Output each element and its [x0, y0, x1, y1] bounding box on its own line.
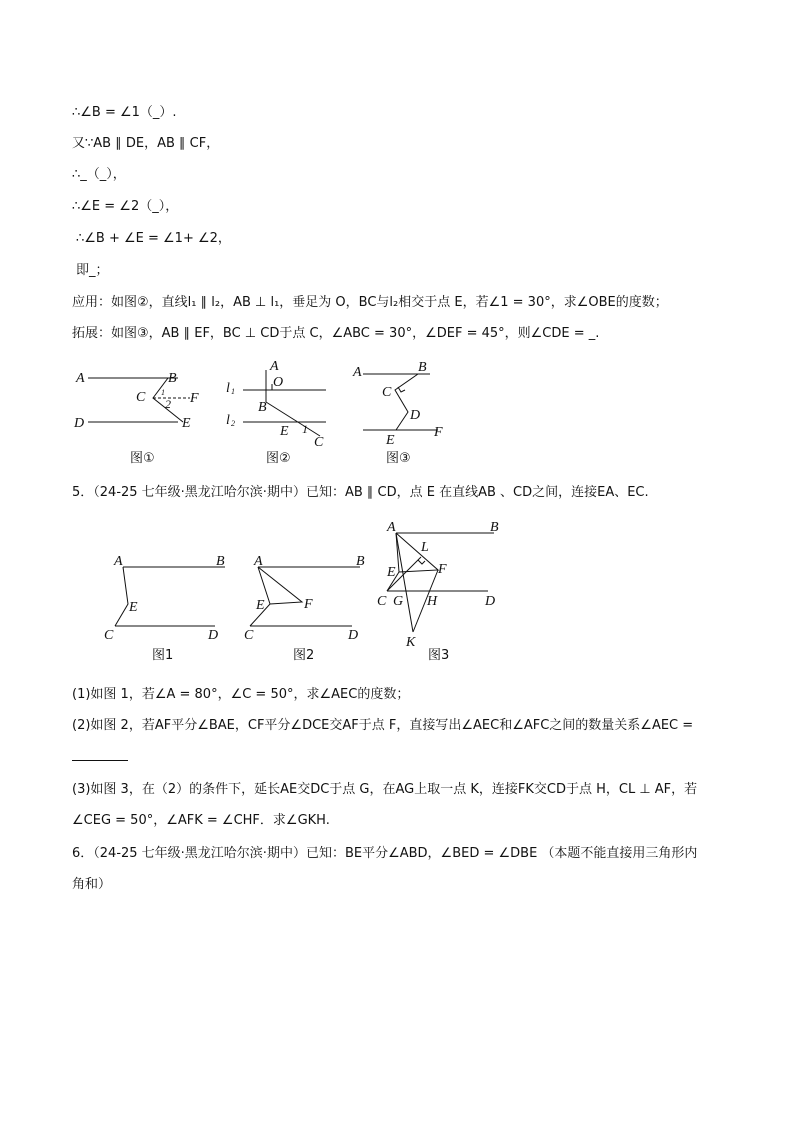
fig2-label: 1: [231, 387, 235, 396]
q5-part2: (2)如图 2，若AF平分∠BAE，CF平分∠DCE交AF于点 F，直接写出∠AEC和∠AFC之间的数量关系∠AEC =: [72, 718, 694, 733]
q5-fig2-label: C: [244, 628, 254, 643]
fig2-label: l: [226, 413, 230, 428]
application-text: 应用：如图②，直线l₁ ∥ l₂，AB ⊥ l₁，垂足为 O，BC与l₂相交于点 E，若∠1 = 30°，求∠OBE的度数；: [72, 295, 668, 310]
fig2-label: B: [258, 400, 267, 415]
q6-line1: 6．（24-25 七年级·黑龙江哈尔滨·期中）已知：BE平分∠ABD，∠BED = ∠DBE （本题不能直接用三角形内: [72, 846, 698, 861]
figure-row-2: [90, 514, 510, 662]
q5-fig3-label: L: [421, 540, 429, 555]
proof-line: 即_；: [76, 263, 109, 278]
fig3-label: E: [386, 433, 395, 448]
fig3-caption: 图③: [386, 451, 411, 466]
fig1-label: C: [136, 390, 146, 405]
q5-fig2-label: A: [254, 554, 263, 569]
q5-part3-line1: (3)如图 3，在（2）的条件下，延长AE交DC于点 G，在AG上取一点 K，连接FK交CD于点 H，CL ⊥ AF，若: [72, 782, 698, 797]
fig1-label: E: [182, 416, 191, 431]
q5-fig2-label: E: [256, 598, 265, 613]
q5-part2-blank: [72, 748, 128, 767]
q5-fig1-label: A: [114, 554, 123, 569]
fig3-label: A: [353, 365, 362, 380]
q5-fig3-label: D: [485, 594, 496, 609]
q5-fig3-label: E: [387, 565, 396, 580]
figure-3-circled: [363, 374, 438, 430]
fig1-label: D: [74, 416, 85, 431]
q5-fig2-label: D: [348, 628, 359, 643]
fig2-label: E: [280, 424, 289, 439]
fig2-label: A: [270, 359, 279, 374]
fig2-caption: 图②: [266, 451, 291, 466]
proof-line: ∴∠B = ∠1（_）.: [72, 105, 177, 120]
q5-fig3-label: C: [377, 594, 387, 609]
answer-blank: [72, 748, 128, 761]
fig3-label: C: [382, 385, 392, 400]
q5-fig2-label: B: [356, 554, 365, 569]
fig2-label: O: [273, 375, 284, 390]
fig1-label: F: [190, 391, 199, 406]
fig2-label: 2: [231, 419, 235, 428]
fig3-label: B: [418, 360, 427, 375]
q5-fig3-label: B: [490, 520, 499, 535]
q5-fig3-label: A: [387, 520, 396, 535]
extension-text: 拓展：如图③，AB ∥ EF，BC ⊥ CD于点 C，∠ABC = 30°，∠DEF = 45°，则∠CDE = _.: [72, 326, 600, 341]
q5-fig1-label: C: [104, 628, 114, 643]
fig1-label: B: [168, 371, 177, 386]
figure-3: [387, 533, 494, 632]
proof-line: ∴∠E = ∠2（_），: [72, 199, 179, 214]
fig1-caption: 图①: [130, 451, 155, 466]
proof-line: 又∵AB ∥ DE，AB ∥ CF，: [72, 136, 220, 151]
fig3-label: F: [434, 425, 443, 440]
q6-line2: 角和）: [72, 877, 112, 892]
q5-part3-line2: ∠CEG = 50°，∠AFK = ∠CHF．求∠GKH.: [72, 813, 330, 828]
q5-part1: (1)如图 1，若∠A = 80°，∠C = 50°，求∠AEC的度数；: [72, 687, 410, 702]
q5-fig3-label: K: [406, 635, 416, 650]
proof-line: ∴∠B + ∠E = ∠1+ ∠2，: [76, 231, 231, 246]
q5-fig1-label: B: [216, 554, 225, 569]
fig2-label: C: [314, 435, 324, 450]
q5-title: 5．（24-25 七年级·黑龙江哈尔滨·期中）已知：AB ∥ CD，点 E 在直线AB 、CD之间，连接EA、EC.: [72, 485, 649, 500]
q5-fig1-label: E: [129, 600, 138, 615]
fig1-label: 2: [165, 397, 171, 411]
figure-row-1: [68, 356, 458, 468]
q5-fig3-caption: 图3: [428, 648, 450, 662]
fig3-label: D: [410, 408, 421, 423]
q5-fig3-label: G: [393, 594, 404, 609]
figure-1: [115, 567, 225, 626]
q5-fig2-label: F: [304, 597, 313, 612]
q5-fig1-caption: 图1: [152, 648, 174, 662]
q5-fig3-label: H: [427, 594, 438, 609]
fig1-label: A: [76, 371, 85, 386]
fig1-label: 1: [161, 388, 165, 397]
proof-line: ∴_（_），: [72, 167, 126, 182]
q5-fig2-caption: 图2: [293, 648, 315, 662]
q5-fig1-label: D: [208, 628, 219, 643]
fig2-label: l: [226, 381, 230, 396]
fig2-label: 1: [302, 422, 308, 436]
q5-fig3-label: F: [438, 562, 447, 577]
